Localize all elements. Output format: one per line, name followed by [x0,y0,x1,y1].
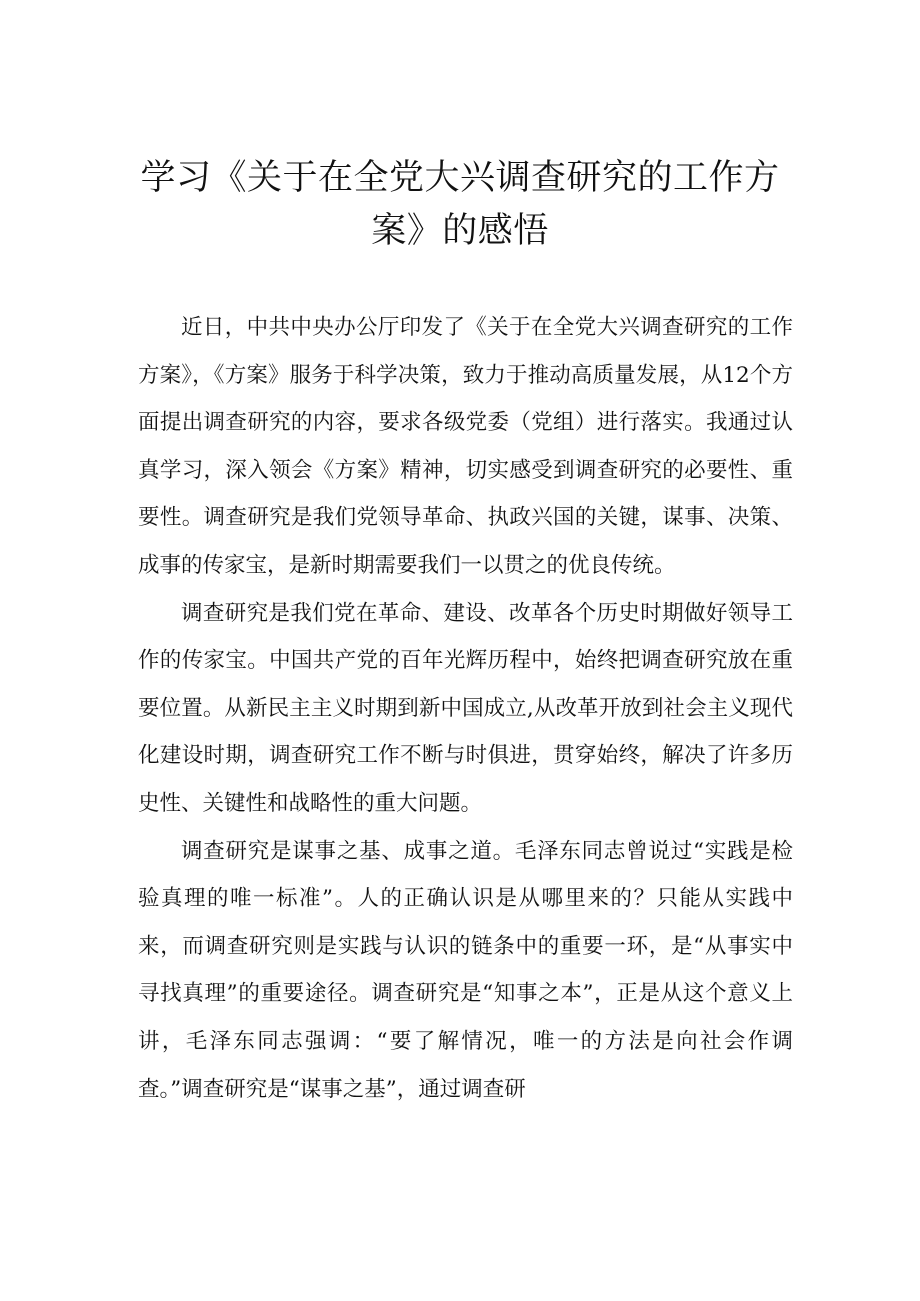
document-body [138,304,793,1113]
document-title [110,152,810,258]
document-title-line-1: 学习《关于在全党大兴调查研究的工作方 [140,158,780,198]
paragraph-3: 调查研究是谋事之基、成事之道。毛泽东同志曾说过“实践是检验真理的唯一标准”。人的正确认识是从哪里来的？只能从实践中来，而调查研究则是实践与认识的链条中的重要一环，是“从事实中寻找真理”的重要途径。调查研究是“知事之本”，正是从这个意义上讲，毛泽东同志强调：“要了解情况，唯一的方法是向社会作调查。”调查研究是“谋事之基”，通过调查研 [138,838,793,1102]
paragraph-2: 调查研究是我们党在革命、建设、改革各个历史时期做好领导工作的传家宝。中国共产党的百年光辉历程中，始终把调查研究放在重要位置。从新民主主义时期到新中国成立,从改革开放到社会主义现代化建设时期，调查研究工作不断与时俱进，贯穿始终，解决了许多历史性、关键性和战略性的重大问题。 [138,600,793,816]
document-title-line-2: 案》的感悟 [371,211,549,251]
paragraph-1: 近日，中共中央办公厅印发了《关于在全党大兴调查研究的工作方案》，《方案》服务于科学决策，致力于推动高质量发展，从12个方面提出调查研究的内容，要求各级党委（党组）进行落实。我通过认真学习，深入领会《方案》精神，切实感受到调查研究的必要性、重要性。调查研究是我们党领导革命、执政兴国的关键，谋事、决策、成事的传家宝，是新时期需要我们一以贯之的优良传统。 [138,315,793,578]
